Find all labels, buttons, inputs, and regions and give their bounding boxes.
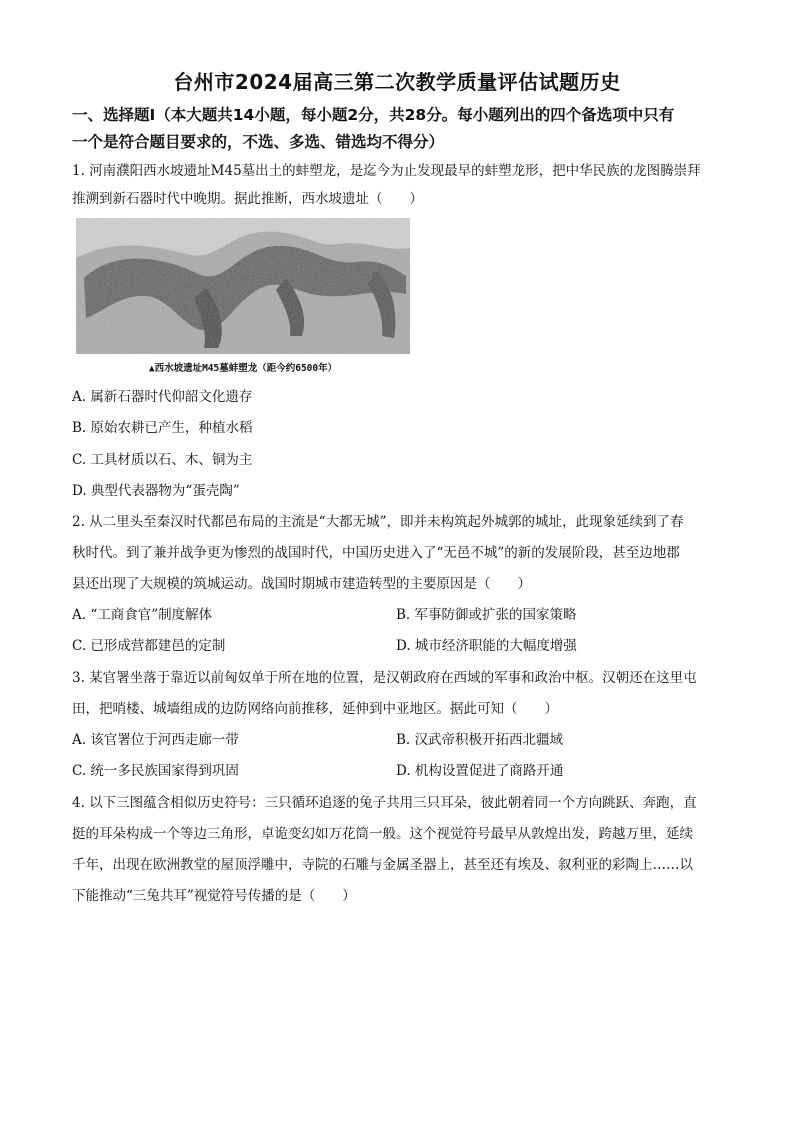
question-4-stem: 挺的耳朵构成一个等边三角形，卓诡变幻如万花筒一般。这个视觉符号最早从敦煌出发，跨越万里，延续 xyxy=(72,826,693,842)
question-2-option-c[interactable]: C. 已形成营都建邑的定制 xyxy=(72,638,226,654)
dragon-relief-image xyxy=(76,218,410,354)
question-3-option-d[interactable]: D. 机构设置促进了商路开通 xyxy=(396,763,564,779)
question-3-option-b[interactable]: B. 汉武帝积极开拓西北疆域 xyxy=(396,732,564,748)
question-3-option-a[interactable]: A. 该官署位于河西走廊一带 xyxy=(72,732,239,748)
question-2-stem: 2. 从二里头至秦汉时代都邑布局的主流是“大都无城”，即并未构筑起外城郭的城址，此现象延续到了春 xyxy=(72,514,684,530)
question-4-stem: 4. 以下三图蕴含相似历史符号：三只循环追逐的兔子共用三只耳朵，彼此朝着同一个方向跳跃、奔跑，直 xyxy=(72,795,697,811)
figure-caption: ▲西水坡遗址M45墓蚌塑龙（距今约6500年） xyxy=(148,363,338,374)
question-2-option-a[interactable]: A. “工商食官”制度解体 xyxy=(72,607,213,623)
question-2-option-d[interactable]: D. 城市经济职能的大幅度增强 xyxy=(396,638,577,654)
question-4-stem: 千年，出现在欧洲教堂的屋顶浮雕中，寺院的石雕与金属圣器上，甚至还有埃及、叙利亚的彩陶上……以 xyxy=(72,857,693,873)
question-1-option-c[interactable]: C. 工具材质以石、木、铜为主 xyxy=(72,452,253,468)
question-1-option-d[interactable]: D. 典型代表器物为“蛋壳陶” xyxy=(72,483,240,499)
question-1-option-a[interactable]: A. 属新石器时代仰韶文化遗存 xyxy=(72,389,253,405)
section-heading-line: 一、选择题Ⅰ（本大题共14小题，每小题2分，共28分。每小题列出的四个备选项中只有 xyxy=(72,106,675,124)
question-3-option-c[interactable]: C. 统一多民族国家得到巩固 xyxy=(72,763,239,779)
question-2-stem: 县还出现了大规模的筑城运动。战国时期城市建造转型的主要原因是（ ） xyxy=(72,576,531,592)
question-1-stem: 推溯到新石器时代中晚期。据此推断，西水坡遗址（ ） xyxy=(72,191,423,207)
question-4-stem: 下能推动“三兔共耳”视觉符号传播的是（ ） xyxy=(72,888,356,904)
question-2-stem: 秋时代。到了兼并战争更为惨烈的战国时代，中国历史进入了“无邑不城”的新的发展阶段，甚至边地郡 xyxy=(72,545,680,561)
question-2-option-b[interactable]: B. 军事防御或扩张的国家策略 xyxy=(396,607,577,623)
section-heading-line: 一个是符合题目要求的，不选、多选、错选均不得分） xyxy=(72,133,445,151)
clam-shell-dragon-photo xyxy=(76,218,410,354)
question-3-stem: 田，把哨楼、城墙组成的边防网络向前推移，延伸到中亚地区。据此可知（ ） xyxy=(72,701,558,717)
page-title: 台州市2024届高三第二次教学质量评估试题历史 xyxy=(173,70,621,94)
section-heading xyxy=(72,102,722,156)
question-1-stem: 1. 河南濮阳西水坡遗址M45墓出土的蚌塑龙，是迄今为止发现最早的蚌塑龙形，把中华民族的龙图腾崇拜 xyxy=(72,163,701,179)
question-1-option-b[interactable]: B. 原始农耕已产生，种植水稻 xyxy=(72,420,253,436)
question-3-stem: 3. 某官署坐落于靠近以前匈奴单于所在地的位置，是汉朝政府在西域的军事和政治中枢。汉朝还在这里屯 xyxy=(72,670,697,686)
